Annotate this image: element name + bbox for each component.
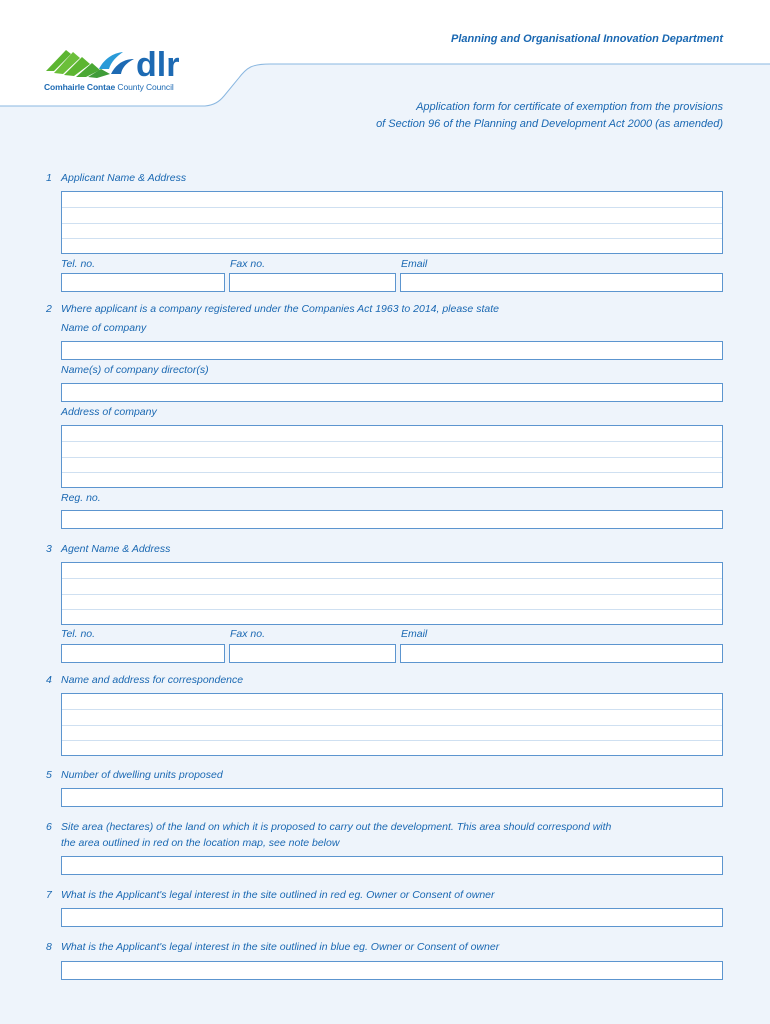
applicant-email-field[interactable] <box>400 273 723 292</box>
applicant-fax-field[interactable] <box>229 273 396 292</box>
applicant-tel-label: Tel. no. <box>61 258 96 270</box>
company-name-label: Name of company <box>61 322 147 334</box>
agent-fax-label: Fax no. <box>230 628 266 640</box>
form-title <box>376 99 723 133</box>
form-title-line-2: of Section 96 of the Planning and Development Act 2000 (as amended) <box>376 118 723 130</box>
correspondence-address-field[interactable] <box>61 693 723 756</box>
applicant-fax-label: Fax no. <box>230 258 266 270</box>
company-name-field[interactable] <box>61 341 723 360</box>
council-name: Comhairle Contae County Council <box>44 82 174 92</box>
section-6-heading-cont: the area outlined in red on the location map, see note below <box>61 837 340 849</box>
applicant-name-address-field[interactable] <box>61 191 723 254</box>
section-4-heading: 4 Name and address for correspondence <box>46 674 244 686</box>
form-title-line-1: Application form for certificate of exemption from the provisions <box>416 101 723 113</box>
agent-tel-label: Tel. no. <box>61 628 96 640</box>
company-directors-field[interactable] <box>61 383 723 402</box>
dwelling-units-field[interactable] <box>61 788 723 807</box>
legal-interest-blue-field[interactable] <box>61 961 723 980</box>
company-address-field[interactable] <box>61 425 723 488</box>
section-3-heading: 3 Agent Name & Address <box>46 543 171 555</box>
section-5-heading: 5 Number of dwelling units proposed <box>46 769 223 781</box>
section-8-heading: 8 What is the Applicant's legal interest in the site outlined in blue eg. Owner or Consent of owner <box>46 941 500 953</box>
agent-tel-field[interactable] <box>61 644 225 663</box>
agent-email-field[interactable] <box>400 644 723 663</box>
reg-no-label: Reg. no. <box>61 492 101 504</box>
company-address-label: Address of company <box>61 406 157 418</box>
agent-email-label: Email <box>401 628 428 640</box>
applicant-email-label: Email <box>401 258 428 270</box>
page-header <box>0 0 770 130</box>
legal-interest-red-field[interactable] <box>61 908 723 927</box>
brand-wordmark: dlr <box>136 46 180 84</box>
section-2-heading: 2 Where applicant is a company registered under the Companies Act 1963 to 2014, please state <box>46 303 499 315</box>
department-name: Planning and Organisational Innovation Department <box>451 33 723 45</box>
agent-name-address-field[interactable] <box>61 562 723 625</box>
agent-fax-field[interactable] <box>229 644 396 663</box>
section-6-heading: 6 Site area (hectares) of the land on which it is proposed to carry out the development. This area should correspond with <box>46 821 612 833</box>
site-area-field[interactable] <box>61 856 723 875</box>
section-7-heading: 7 What is the Applicant's legal interest in the site outlined in red eg. Owner or Consent of owner <box>46 889 495 901</box>
company-directors-label: Name(s) of company director(s) <box>61 364 209 376</box>
section-1-heading: 1 Applicant Name & Address <box>46 172 187 184</box>
applicant-tel-field[interactable] <box>61 273 225 292</box>
reg-no-field[interactable] <box>61 510 723 529</box>
